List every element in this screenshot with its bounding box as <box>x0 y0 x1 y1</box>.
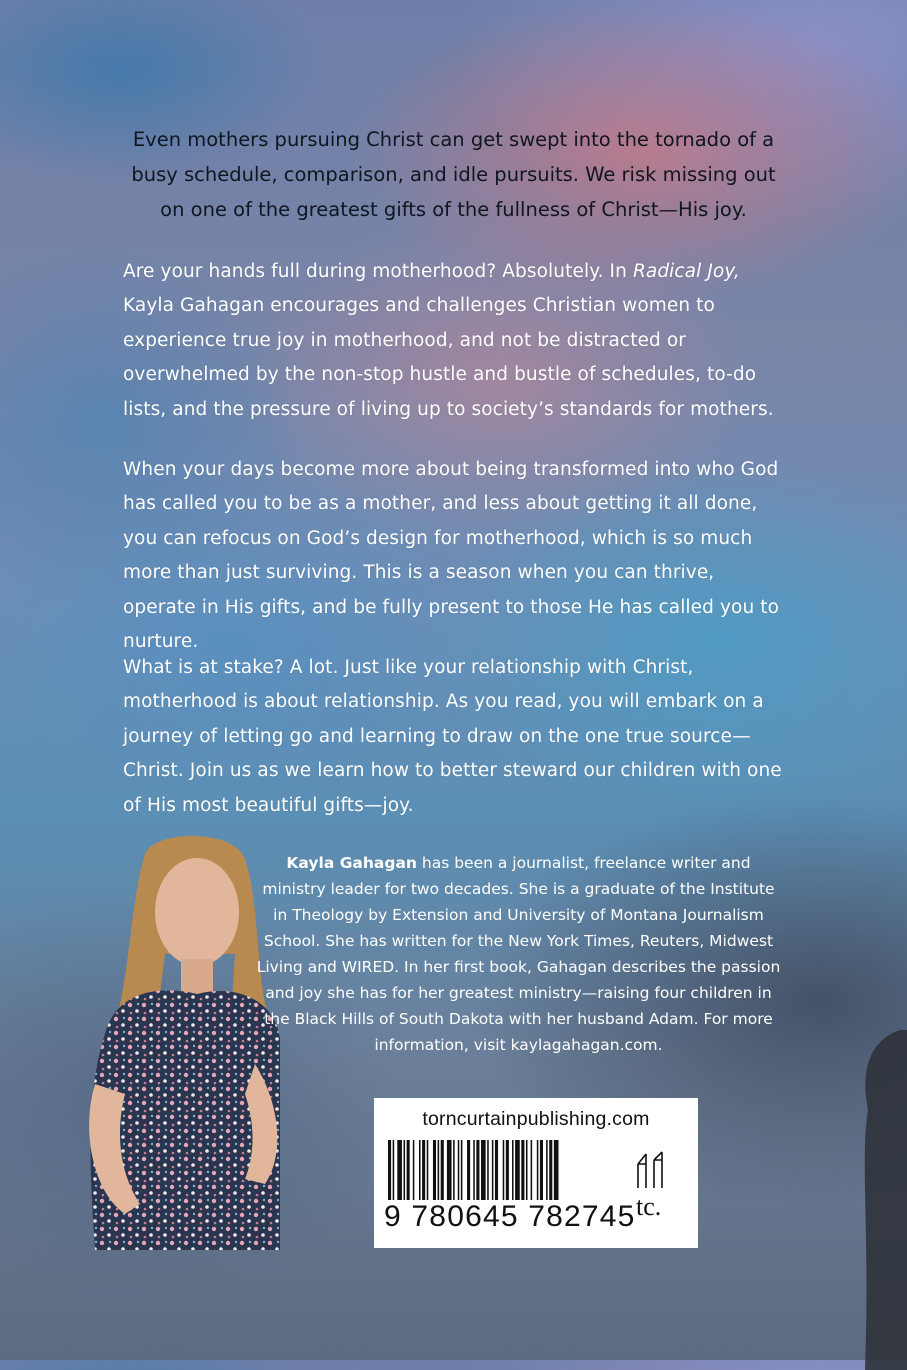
barcode-bar <box>393 1140 395 1200</box>
barcode-bar <box>397 1140 402 1200</box>
author-bio-text: has been a journalist, freelance writer and ministry leader for two decades. She is a graduate of the Institute in Theology by Extension and University of Montana Journalism School. She has written for the New York Times, Reuters, Midwest Living and WIRED. In her first book, Gahagan describes the passion and joy she has for her greatest ministry—raising four children in the Black Hills of South Dakota with her husband Adam. For more information, visit kaylagahagan.com. <box>256 853 781 1054</box>
publisher-url: torncurtainpublishing.com <box>422 1108 650 1130</box>
barcode-bar <box>419 1140 421 1200</box>
author-name: Kayla Gahagan <box>286 853 417 872</box>
isbn-barcode <box>388 1140 624 1202</box>
barcode-bar <box>506 1140 509 1200</box>
barcode-bar <box>521 1140 524 1200</box>
barcode-bar <box>540 1140 543 1200</box>
barcode-bar <box>503 1140 505 1200</box>
barcode-bar <box>407 1140 410 1200</box>
barcode-bar <box>481 1140 486 1200</box>
isbn-number: 9 780645 782745 <box>384 1200 636 1233</box>
barcode-bar <box>422 1140 425 1200</box>
barcode-bar <box>531 1140 533 1200</box>
barcode-bar <box>515 1140 520 1200</box>
description-paragraph-1 <box>123 255 784 428</box>
barcode-bar <box>512 1140 514 1200</box>
author-bio <box>253 850 784 1058</box>
p1-lead-text: Are your hands full during motherhood? Absolutely. In <box>123 260 633 282</box>
barcode-bar <box>549 1140 552 1200</box>
publisher-logo-icon <box>634 1150 670 1190</box>
barcode-bar <box>427 1140 429 1200</box>
barcode-bar <box>438 1140 440 1200</box>
description-paragraph-2: When your days become more about being transformed into who God has called you to be as a mother, and less about getting it all done, you can refocus on God’s design for motherhood, which is so much more than just surviving. This is a season when you can thrive, operate in His gifts, and be fully present to those He has called you to nurture. <box>123 458 780 652</box>
p1-rest-text: Kayla Gahagan encourages and challenges Christian women to experience true joy in motherhood, and not be distracted or overwhelmed by the non-stop hustle and bustle of schedules, to-do lists, and the pressure of living up to society’s standards for mothers. <box>123 295 774 420</box>
barcode-bar <box>404 1140 406 1200</box>
barcode-bar <box>458 1140 460 1200</box>
barcode-bar <box>473 1140 475 1200</box>
intro-paragraph: Even mothers pursuing Christ can get swept into the tornado of a busy schedule, comparison, and idle pursuits. We risk missing out on one of the greatest gifts of the fullness of Christ—His joy. <box>131 127 776 221</box>
barcode-bar <box>526 1140 528 1200</box>
barcode-panel <box>374 1098 698 1248</box>
description-paragraph-3: What is at stake? A lot. Just like your relationship with Christ, motherhood is about relationship. As you read, you will embark on a journey of letting go and learning to draw on the one true source—Christ. Join us as we learn how to better steward our children with one of His most beautiful gifts—joy. <box>123 656 782 816</box>
barcode-bar <box>467 1140 470 1200</box>
decorative-shape <box>860 1030 907 1370</box>
barcode-bar <box>413 1140 415 1200</box>
barcode-bar <box>554 1140 559 1200</box>
barcode-bar <box>461 1140 463 1200</box>
barcode-bar <box>441 1140 444 1200</box>
barcode-bar <box>447 1140 452 1200</box>
publisher-logo-text: tc. <box>636 1192 662 1221</box>
barcode-bar <box>453 1140 455 1200</box>
barcode-bar <box>495 1140 498 1200</box>
barcode-bar <box>487 1140 489 1200</box>
barcode-bar <box>492 1140 494 1200</box>
barcode-bar <box>476 1140 479 1200</box>
barcode-bar <box>546 1140 548 1200</box>
barcode-bar <box>433 1140 436 1200</box>
book-title: Radical Joy, <box>632 260 740 282</box>
barcode-bar <box>388 1140 391 1200</box>
barcode-bar <box>537 1140 539 1200</box>
